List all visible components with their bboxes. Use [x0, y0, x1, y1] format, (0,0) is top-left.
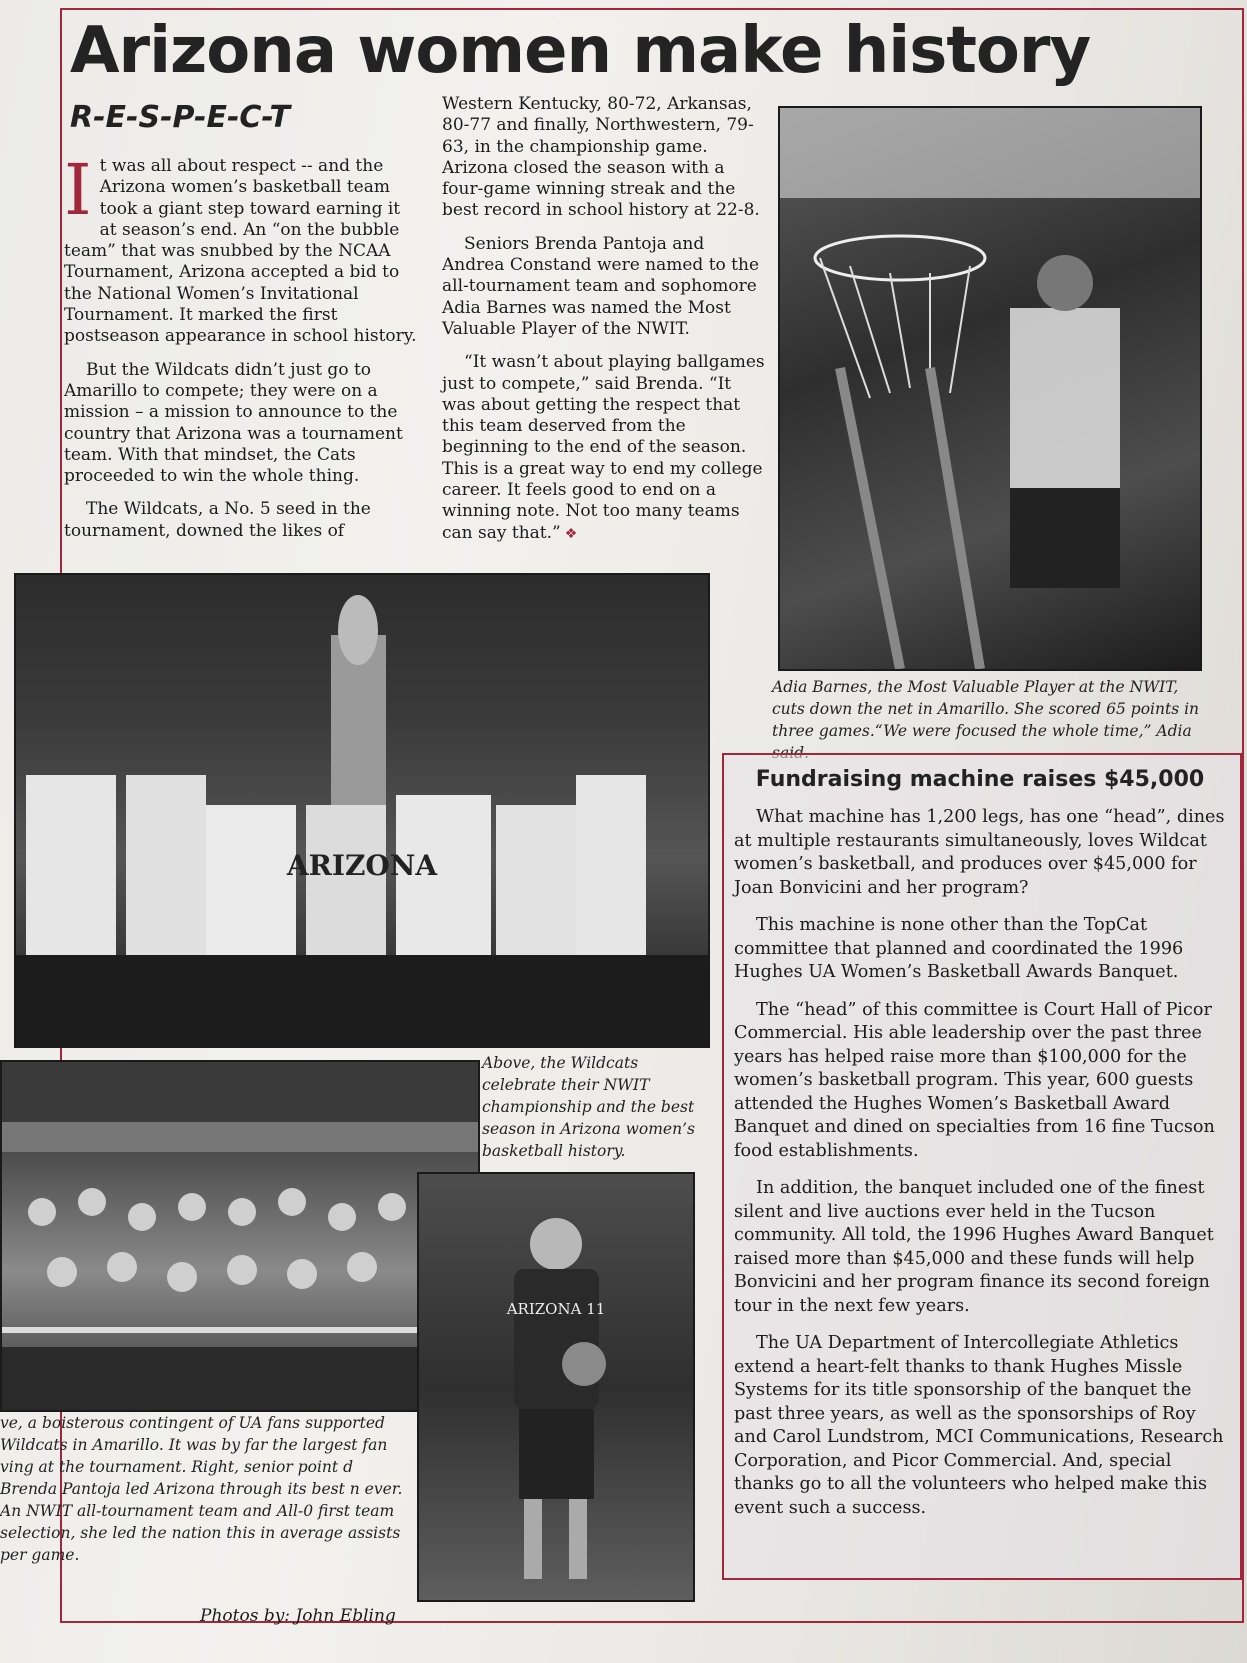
photo-player-dribbling	[417, 1172, 695, 1602]
player-illustration	[419, 1174, 693, 1600]
team-illustration	[16, 575, 708, 1046]
drop-cap: I	[64, 149, 92, 231]
article-column-1	[64, 149, 420, 554]
sidebar-paragraph: In addition, the banquet included one of the finest silent and live auctions ever held in the Tucson community. All told, the 1996 Hughes Award Banquet raised more than $45,000 and these funds will help Bonvicini and her program finance its second foreign tour in the next few years.	[734, 1178, 1214, 1316]
headline: Arizona women make history	[70, 14, 1091, 88]
article-column-2	[442, 94, 768, 557]
crowd-illustration	[2, 1062, 478, 1410]
photo-fan-crowd	[0, 1060, 480, 1412]
sidebar-paragraph: The UA Department of Intercollegiate Athletics extend a heart-felt thanks to thank Hughes Missle Systems for its title sponsorship of the banquet the past three years, as well as the sponsorships of Roy and Carol Lundstrom, MCI Communications, Research Corporation, and Picor Commercial. And, special thanks go to all the volunteers who helped make this event such a success.	[734, 1333, 1224, 1518]
caption-team: Above, the Wildcats celebrate their NWIT championship and the best season in Arizona women’s basketball history.	[482, 1054, 695, 1160]
article-paragraph	[64, 149, 420, 348]
player-jersey-text: ARIZONA 11	[506, 1300, 606, 1318]
article-paragraph	[442, 352, 768, 545]
sidebar-paragraph: This machine is none other than the TopCat committee that planned and coordinated the 1996 Hughes UA Women’s Basketball Awards Banquet.	[734, 915, 1184, 982]
team-jersey-text: ARIZONA	[286, 849, 438, 882]
article-paragraph: Western Kentucky, 80-72, Arkansas, 80-77 and finally, Northwestern, 79-63, in the championship game. Arizona closed the season with a four-game winning streak and the best record in school history at 22-8.	[442, 94, 760, 221]
article-text: “It wasn’t about playing ballgames just to compete,” said Brenda. “It was about getting the respect that this team deserved from the beginning to the end of the season. This is a great way to end my college career. It feels good to end on a winning note. Not too many teams can say that.”	[442, 352, 765, 543]
net-illustration	[780, 108, 1200, 669]
photo-credit: Photos by: John Ebling	[200, 1606, 396, 1626]
fundraising-sidebar	[722, 753, 1242, 1580]
kicker: R-E-S-P-E-C-T	[70, 100, 290, 135]
article-text: t was all about respect -- and the Arizona women’s basketball team took a giant step toward earning it at season’s end. An “on the bubble team” that was snubbed by the NCAA Tournament, Arizona accepted a bid to the National Women’s Invitational Tournament. It marked the first postseason appearance in school history.	[64, 156, 417, 347]
end-mark-icon: ❖	[564, 525, 578, 542]
article-paragraph: Seniors Brenda Pantoja and Andrea Constand were named to the all-tournament team and sophomore Adia Barnes was named the Most Valuable Player of the NWIT.	[442, 233, 760, 339]
article-paragraph: But the Wildcats didn’t just go to Amarillo to compete; they were on a mission – a mission to announce to the country that Arizona was a tournament team. With that mindset, the Cats proceeded to win the whole thing.	[64, 359, 403, 487]
caption-crowd: ve, a boisterous contingent of UA fans supported Wildcats in Amarillo. It was by far the largest fan ving at the tournament. Right, senior point d Brenda Pantoja led Arizona through its best n ever. An NWIT all-tournament team and All-0 first team selection, she led the nation this in average assists per game.	[0, 1414, 403, 1564]
caption-net: Adia Barnes, the Most Valuable Player at the NWIT, cuts down the net in Amarillo. She scored 65 points in three games.“We were focused the whole time,” Adia	[772, 678, 1200, 740]
sidebar-paragraph: The “head” of this committee is Court Hall of Picor Commercial. His able leadership over the past three years has helped raise more than $100,000 for the women’s basketball program. This year, 600 guests attended the Hughes Women’s Basketball Award Banquet and dined on specialties from 16 fine Tucson food establishments.	[734, 999, 1215, 1161]
sidebar-title: Fundraising machine raises $45,000	[755, 767, 1205, 792]
article-paragraph: The Wildcats, a No. 5 seed in the tournament, downed the likes of	[64, 499, 371, 541]
photo-team-celebration	[14, 573, 710, 1048]
photo-net-cutting	[778, 106, 1202, 671]
sidebar-paragraph: What machine has 1,200 legs, has one “head”, dines at multiple restaurants simultaneously, loves Wildcat women’s basketball, and produces over $45,000 for Joan Bonvicini and her program?	[734, 807, 1225, 898]
